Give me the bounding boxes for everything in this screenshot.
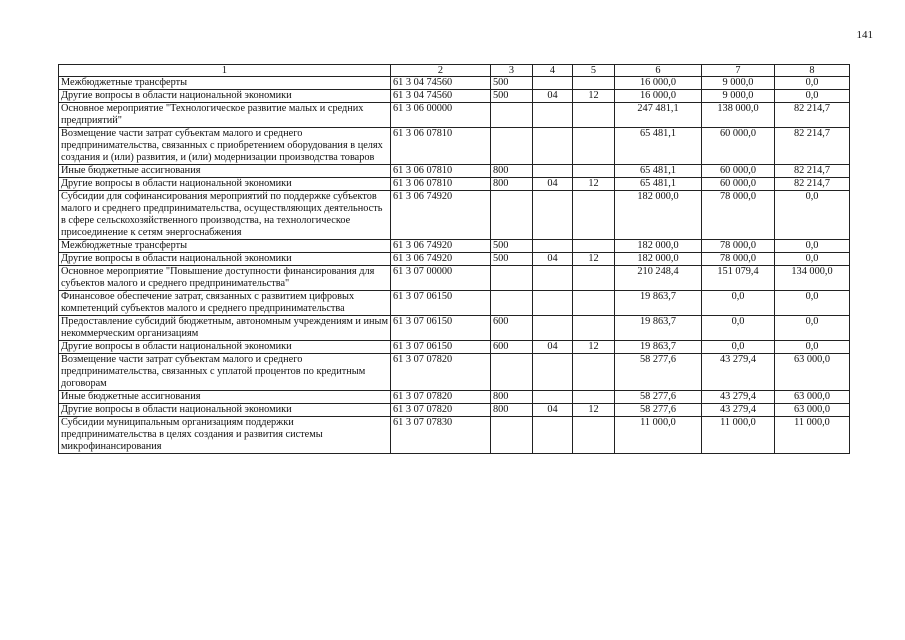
amount-year-3-cell: 0,0 bbox=[775, 240, 850, 253]
expense-type-cell: 500 bbox=[491, 240, 533, 253]
target-article-code-cell: 61 3 06 07810 bbox=[391, 178, 491, 191]
expense-type-cell: 800 bbox=[491, 165, 533, 178]
table-row bbox=[59, 354, 850, 391]
amount-year-3-cell: 0,0 bbox=[775, 316, 850, 341]
amount-year-1-cell: 65 481,1 bbox=[615, 178, 702, 191]
table-row bbox=[59, 90, 850, 103]
expense-type-cell: 800 bbox=[491, 404, 533, 417]
amount-year-2-cell: 78 000,0 bbox=[702, 253, 775, 266]
amount-year-2-cell: 11 000,0 bbox=[702, 417, 775, 454]
amount-year-2-cell: 9 000,0 bbox=[702, 90, 775, 103]
section-cell bbox=[533, 128, 573, 165]
row-name-cell: Межбюджетные трансферты bbox=[59, 77, 391, 90]
amount-year-3-cell: 0,0 bbox=[775, 291, 850, 316]
amount-year-1-cell: 58 277,6 bbox=[615, 354, 702, 391]
table-row bbox=[59, 128, 850, 165]
amount-year-1-cell: 65 481,1 bbox=[615, 165, 702, 178]
table-row bbox=[59, 77, 850, 90]
column-number: 1 bbox=[59, 65, 391, 77]
column-number: 8 bbox=[775, 65, 850, 77]
subsection-cell bbox=[573, 165, 615, 178]
section-cell: 04 bbox=[533, 90, 573, 103]
target-article-code-cell: 61 3 04 74560 bbox=[391, 90, 491, 103]
target-article-code-cell: 61 3 07 07830 bbox=[391, 417, 491, 454]
target-article-code-cell: 61 3 07 06150 bbox=[391, 291, 491, 316]
page-number: 141 bbox=[856, 29, 873, 41]
amount-year-3-cell: 0,0 bbox=[775, 90, 850, 103]
column-number: 2 bbox=[391, 65, 491, 77]
row-name-cell: Другие вопросы в области национальной экономики bbox=[59, 90, 391, 103]
section-cell bbox=[533, 391, 573, 404]
amount-year-3-cell: 0,0 bbox=[775, 253, 850, 266]
subsection-cell bbox=[573, 354, 615, 391]
target-article-code-cell: 61 3 07 00000 bbox=[391, 266, 491, 291]
section-cell bbox=[533, 77, 573, 90]
subsection-cell bbox=[573, 77, 615, 90]
section-cell bbox=[533, 240, 573, 253]
amount-year-1-cell: 210 248,4 bbox=[615, 266, 702, 291]
column-number: 7 bbox=[702, 65, 775, 77]
amount-year-3-cell: 82 214,7 bbox=[775, 128, 850, 165]
amount-year-2-cell: 0,0 bbox=[702, 316, 775, 341]
row-name-cell: Финансовое обеспечение затрат, связанных с развитием цифровых компетенций субъектов малого и среднего предпринимательства bbox=[59, 291, 391, 316]
amount-year-3-cell: 82 214,7 bbox=[775, 103, 850, 128]
subsection-cell: 12 bbox=[573, 178, 615, 191]
table-row bbox=[59, 316, 850, 341]
row-name-cell: Другие вопросы в области национальной экономики bbox=[59, 178, 391, 191]
subsection-cell bbox=[573, 316, 615, 341]
expense-type-cell bbox=[491, 354, 533, 391]
table-row bbox=[59, 417, 850, 454]
section-cell bbox=[533, 266, 573, 291]
amount-year-2-cell: 151 079,4 bbox=[702, 266, 775, 291]
row-name-cell: Возмещение части затрат субъектам малого и среднего предпринимательства, связанных с уплатой процентов по кредитным договорам bbox=[59, 354, 391, 391]
section-cell bbox=[533, 354, 573, 391]
expense-type-cell bbox=[491, 266, 533, 291]
section-cell bbox=[533, 191, 573, 240]
subsection-cell: 12 bbox=[573, 404, 615, 417]
target-article-code-cell: 61 3 06 07810 bbox=[391, 165, 491, 178]
budget-table bbox=[58, 64, 850, 454]
amount-year-3-cell: 0,0 bbox=[775, 341, 850, 354]
row-name-cell: Другие вопросы в области национальной экономики bbox=[59, 253, 391, 266]
table-row bbox=[59, 391, 850, 404]
amount-year-3-cell: 134 000,0 bbox=[775, 266, 850, 291]
column-number: 3 bbox=[491, 65, 533, 77]
amount-year-2-cell: 43 279,4 bbox=[702, 391, 775, 404]
amount-year-1-cell: 19 863,7 bbox=[615, 291, 702, 316]
expense-type-cell: 600 bbox=[491, 316, 533, 341]
target-article-code-cell: 61 3 07 06150 bbox=[391, 316, 491, 341]
amount-year-1-cell: 58 277,6 bbox=[615, 391, 702, 404]
amount-year-3-cell: 63 000,0 bbox=[775, 404, 850, 417]
target-article-code-cell: 61 3 06 00000 bbox=[391, 103, 491, 128]
row-name-cell: Межбюджетные трансферты bbox=[59, 240, 391, 253]
row-name-cell: Другие вопросы в области национальной экономики bbox=[59, 404, 391, 417]
amount-year-3-cell: 0,0 bbox=[775, 77, 850, 90]
table-row bbox=[59, 165, 850, 178]
subsection-cell: 12 bbox=[573, 341, 615, 354]
column-number: 4 bbox=[533, 65, 573, 77]
amount-year-3-cell: 63 000,0 bbox=[775, 391, 850, 404]
expense-type-cell: 500 bbox=[491, 90, 533, 103]
amount-year-1-cell: 11 000,0 bbox=[615, 417, 702, 454]
amount-year-2-cell: 78 000,0 bbox=[702, 240, 775, 253]
section-cell: 04 bbox=[533, 178, 573, 191]
table-row bbox=[59, 191, 850, 240]
amount-year-1-cell: 19 863,7 bbox=[615, 316, 702, 341]
section-cell bbox=[533, 316, 573, 341]
column-number-row bbox=[59, 65, 850, 77]
amount-year-2-cell: 138 000,0 bbox=[702, 103, 775, 128]
subsection-cell: 12 bbox=[573, 253, 615, 266]
row-name-cell: Субсидии муниципальным организациям поддержки предпринимательства в целях создания и развития системы микрофинансирования bbox=[59, 417, 391, 454]
table-row bbox=[59, 253, 850, 266]
row-name-cell: Возмещение части затрат субъектам малого и среднего предпринимательства, связанных с приобретением оборудования в целях создания и (или) развития, и (или) модернизации производства товаров bbox=[59, 128, 391, 165]
amount-year-2-cell: 60 000,0 bbox=[702, 128, 775, 165]
table-row bbox=[59, 341, 850, 354]
subsection-cell bbox=[573, 417, 615, 454]
column-number: 6 bbox=[615, 65, 702, 77]
section-cell: 04 bbox=[533, 404, 573, 417]
amount-year-2-cell: 0,0 bbox=[702, 291, 775, 316]
amount-year-1-cell: 247 481,1 bbox=[615, 103, 702, 128]
amount-year-1-cell: 182 000,0 bbox=[615, 253, 702, 266]
target-article-code-cell: 61 3 06 07810 bbox=[391, 128, 491, 165]
expense-type-cell bbox=[491, 291, 533, 316]
column-number: 5 bbox=[573, 65, 615, 77]
amount-year-2-cell: 60 000,0 bbox=[702, 178, 775, 191]
row-name-cell: Субсидии для софинансирования мероприятий по поддержке субъектов малого и среднего предпринимательства, осуществляющих деятельность в сфере сельскохозяйственного производства, на технологическое присоединение к сетям энергоснабжения bbox=[59, 191, 391, 240]
section-cell bbox=[533, 417, 573, 454]
amount-year-2-cell: 60 000,0 bbox=[702, 165, 775, 178]
amount-year-3-cell: 82 214,7 bbox=[775, 178, 850, 191]
target-article-code-cell: 61 3 07 07820 bbox=[391, 354, 491, 391]
budget-table-body bbox=[59, 65, 850, 454]
amount-year-3-cell: 82 214,7 bbox=[775, 165, 850, 178]
subsection-cell bbox=[573, 391, 615, 404]
target-article-code-cell: 61 3 07 07820 bbox=[391, 404, 491, 417]
expense-type-cell bbox=[491, 103, 533, 128]
amount-year-1-cell: 16 000,0 bbox=[615, 77, 702, 90]
amount-year-2-cell: 43 279,4 bbox=[702, 354, 775, 391]
table-row bbox=[59, 404, 850, 417]
amount-year-3-cell: 0,0 bbox=[775, 191, 850, 240]
amount-year-1-cell: 182 000,0 bbox=[615, 191, 702, 240]
amount-year-2-cell: 9 000,0 bbox=[702, 77, 775, 90]
amount-year-2-cell: 78 000,0 bbox=[702, 191, 775, 240]
section-cell bbox=[533, 165, 573, 178]
row-name-cell: Основное мероприятие "Технологическое развитие малых и средних предприятий" bbox=[59, 103, 391, 128]
table-row bbox=[59, 266, 850, 291]
target-article-code-cell: 61 3 06 74920 bbox=[391, 191, 491, 240]
section-cell: 04 bbox=[533, 341, 573, 354]
expense-type-cell: 500 bbox=[491, 253, 533, 266]
expense-type-cell bbox=[491, 128, 533, 165]
row-name-cell: Предоставление субсидий бюджетным, автономным учреждениям и иным некоммерческим организациям bbox=[59, 316, 391, 341]
amount-year-2-cell: 0,0 bbox=[702, 341, 775, 354]
subsection-cell bbox=[573, 240, 615, 253]
target-article-code-cell: 61 3 07 06150 bbox=[391, 341, 491, 354]
section-cell bbox=[533, 291, 573, 316]
table-row bbox=[59, 291, 850, 316]
table-row bbox=[59, 240, 850, 253]
expense-type-cell: 500 bbox=[491, 77, 533, 90]
subsection-cell bbox=[573, 191, 615, 240]
amount-year-1-cell: 19 863,7 bbox=[615, 341, 702, 354]
subsection-cell bbox=[573, 103, 615, 128]
row-name-cell: Другие вопросы в области национальной экономики bbox=[59, 341, 391, 354]
expense-type-cell bbox=[491, 191, 533, 240]
subsection-cell bbox=[573, 266, 615, 291]
subsection-cell bbox=[573, 128, 615, 165]
target-article-code-cell: 61 3 06 74920 bbox=[391, 240, 491, 253]
subsection-cell bbox=[573, 291, 615, 316]
table-row bbox=[59, 178, 850, 191]
amount-year-1-cell: 58 277,6 bbox=[615, 404, 702, 417]
row-name-cell: Основное мероприятие "Повышение доступности финансирования для субъектов малого и среднего предпринимательства" bbox=[59, 266, 391, 291]
target-article-code-cell: 61 3 04 74560 bbox=[391, 77, 491, 90]
row-name-cell: Иные бюджетные ассигнования bbox=[59, 391, 391, 404]
amount-year-1-cell: 16 000,0 bbox=[615, 90, 702, 103]
target-article-code-cell: 61 3 07 07820 bbox=[391, 391, 491, 404]
subsection-cell: 12 bbox=[573, 90, 615, 103]
section-cell: 04 bbox=[533, 253, 573, 266]
row-name-cell: Иные бюджетные ассигнования bbox=[59, 165, 391, 178]
amount-year-3-cell: 11 000,0 bbox=[775, 417, 850, 454]
section-cell bbox=[533, 103, 573, 128]
expense-type-cell: 600 bbox=[491, 341, 533, 354]
table-row bbox=[59, 103, 850, 128]
amount-year-3-cell: 63 000,0 bbox=[775, 354, 850, 391]
target-article-code-cell: 61 3 06 74920 bbox=[391, 253, 491, 266]
expense-type-cell bbox=[491, 417, 533, 454]
expense-type-cell: 800 bbox=[491, 178, 533, 191]
expense-type-cell: 800 bbox=[491, 391, 533, 404]
amount-year-1-cell: 182 000,0 bbox=[615, 240, 702, 253]
amount-year-2-cell: 43 279,4 bbox=[702, 404, 775, 417]
amount-year-1-cell: 65 481,1 bbox=[615, 128, 702, 165]
